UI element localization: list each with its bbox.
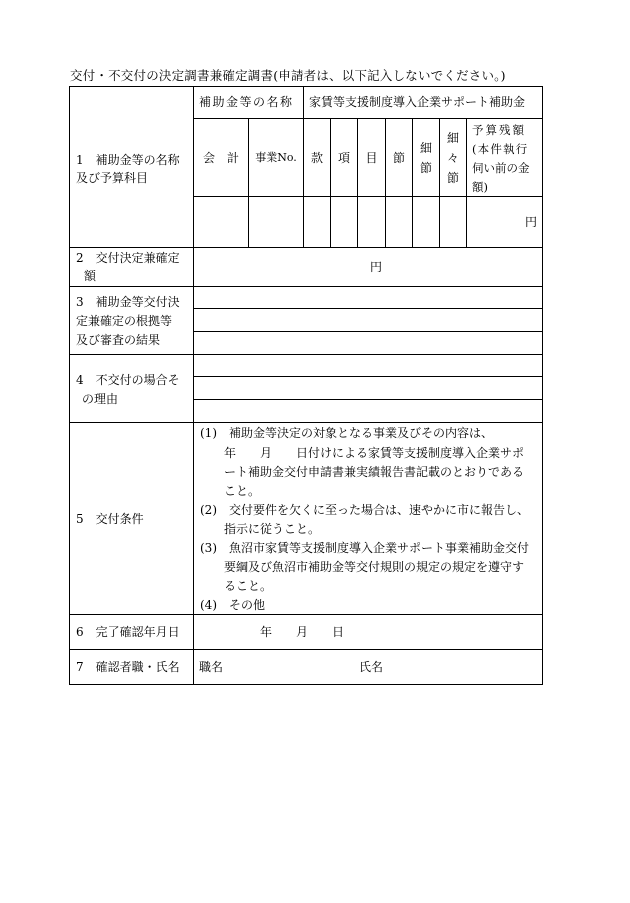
- header-saisaisetsu-3: 節: [446, 171, 459, 185]
- row3-label-line2: 定兼確定の根拠等: [76, 314, 173, 328]
- condition-line: (2) 交付要件を欠くに至った場合は、速やかに市に報告し、: [200, 503, 530, 517]
- row5-label: 5 交付条件: [76, 512, 144, 526]
- condition-line: 年 月 日付けによる家賃等支援制度導入企業サポ: [224, 446, 525, 460]
- header-jigyo-no: 事業No.: [255, 151, 297, 164]
- header-zangaku-3: 伺い前の金: [472, 161, 530, 175]
- row2-label-line1: 2 交付決定兼確定: [76, 251, 180, 265]
- condition-line: (3) 魚沼市家賃等支援制度導入企業サポート事業補助金交付: [200, 541, 530, 555]
- header-zangaku-2: (本件執行: [472, 142, 529, 156]
- header-saisaisetsu-2: 々: [446, 151, 459, 165]
- condition-line: ート補助金交付申請書兼実績報告書記載のとおりである: [224, 465, 525, 479]
- row1-yen: 円: [525, 215, 538, 229]
- condition-line: ること。: [224, 579, 273, 593]
- row1-label-line1: 1 補助金等の名称: [76, 153, 180, 167]
- name-label: 氏名: [359, 660, 384, 674]
- condition-line: 指示に従うこと。: [224, 522, 321, 536]
- row6-label: 6 完了確認年月日: [76, 625, 180, 639]
- completion-date: 年 月 日: [260, 625, 345, 639]
- header-saisetsu-2: 節: [419, 161, 432, 175]
- condition-line: こと。: [224, 484, 261, 498]
- header-saisetsu-1: 細: [419, 141, 432, 155]
- subsidy-name-value: 家賃等支援制度導入企業サポート補助金: [309, 95, 526, 109]
- condition-line: (1) 補助金等決定の対象となる事業及びその内容は、: [200, 426, 494, 440]
- row3-label-line3: 及び審査の結果: [76, 333, 161, 347]
- page-title: 交付・不交付の決定調書兼確定調書(申請者は、以下記入しないでください。): [70, 68, 506, 83]
- header-zangaku-1: 予算残額: [472, 123, 526, 137]
- row7-label: 7 確認者職・氏名: [76, 660, 180, 674]
- header-kou: 項: [337, 151, 350, 165]
- row4-label-line1: 4 不交付の場合そ: [76, 373, 180, 387]
- subsidy-name-label: 補助金等の名称: [199, 95, 294, 109]
- row2-label-line2: 額: [84, 269, 97, 283]
- row4-label-line2: の理由: [82, 392, 119, 406]
- header-saisaisetsu-1: 細: [446, 131, 459, 145]
- row3-label-line1: 3 補助金等交付決: [76, 295, 180, 309]
- header-kaikei: 会 計: [202, 151, 239, 165]
- header-setsu: 節: [392, 151, 405, 165]
- header-zangaku-4: 額): [472, 180, 488, 194]
- condition-line: (4) その他: [200, 598, 265, 612]
- condition-line: 要綱及び魚沼市補助金等交付規則の規定の規定を遵守す: [224, 560, 525, 574]
- row2-yen: 円: [370, 260, 383, 274]
- header-kan: 款: [310, 151, 323, 165]
- row1-label-line2: 及び予算科目: [76, 171, 149, 185]
- position-label: 職名: [199, 660, 224, 674]
- header-moku: 目: [365, 151, 378, 165]
